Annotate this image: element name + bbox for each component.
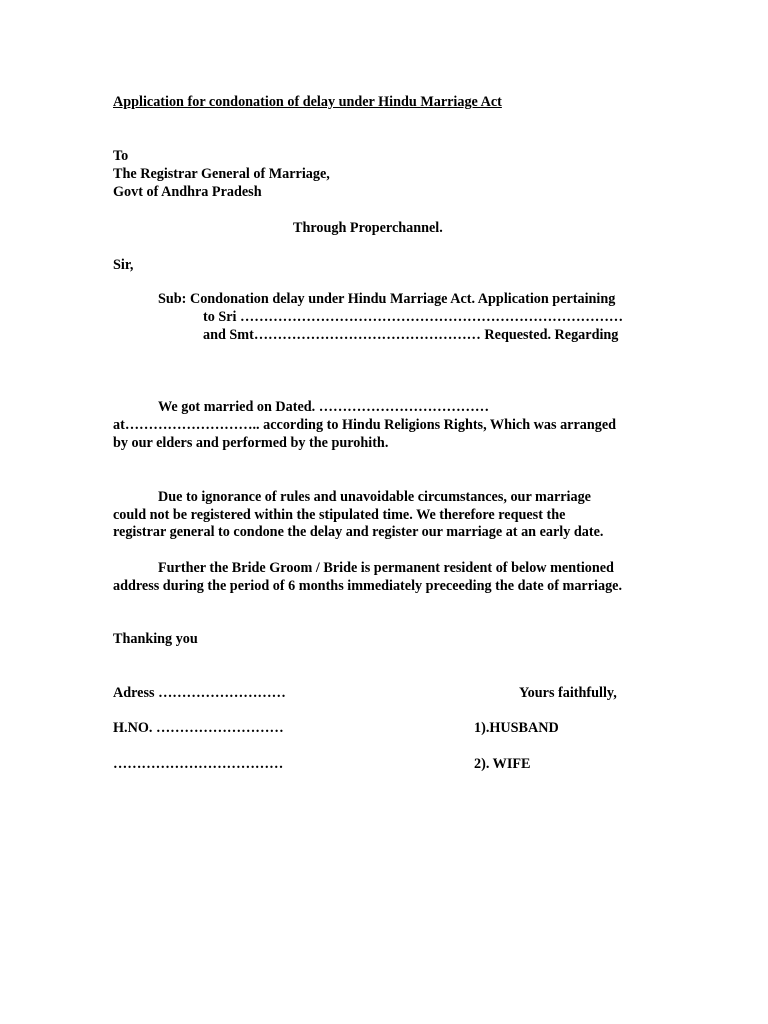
paragraph-3-line-2: address during the period of 6 months immediately preceeding the date of marriage. [113, 578, 623, 594]
thanking-you: Thanking you [113, 631, 198, 647]
document-title: Application for condonation of delay under Hindu Marriage Act [113, 94, 502, 110]
recipient-government: Govt of Andhra Pradesh [113, 184, 262, 200]
through-channel: Through Properchannel. [293, 220, 443, 236]
salutation: Sir, [113, 257, 134, 273]
husband-signature-label: 1).HUSBAND [474, 720, 559, 736]
house-number-field-label: H.NO. ……………………… [113, 720, 284, 736]
recipient-name: The Registrar General of Marriage, [113, 166, 330, 182]
wife-signature-label: 2). WIFE [474, 756, 531, 772]
address-field-label: Adress ……………………… [113, 685, 286, 701]
paragraph-2-line-3: registrar general to condone the delay and register our marriage at an early date. [113, 524, 604, 540]
subject-line-2: to Sri ……………………………………………………………………… [203, 309, 624, 325]
paragraph-1-line-2: at……………………….. according to Hindu Religions Rights, Which was arranged [113, 417, 617, 433]
to-label: To [113, 148, 129, 164]
subject-line-1: Sub: Condonation delay under Hindu Marriage Act. Application pertaining [158, 291, 616, 307]
blank-address-line: ……………………………… [113, 756, 284, 772]
closing-yours-faithfully: Yours faithfully, [519, 685, 617, 701]
paragraph-1-line-1: We got married on Dated. ……………………………… [158, 399, 490, 415]
paragraph-2-line-1: Due to ignorance of rules and unavoidable circumstances, our marriage [158, 489, 591, 505]
paragraph-3-line-1: Further the Bride Groom / Bride is permanent resident of below mentioned [158, 560, 614, 576]
paragraph-2-line-2: could not be registered within the stipulated time. We therefore request the [113, 507, 566, 523]
paragraph-1-line-3: by our elders and performed by the purohith. [113, 435, 389, 451]
subject-line-3: and Smt………………………………………… Requested. Regarding [203, 327, 619, 343]
